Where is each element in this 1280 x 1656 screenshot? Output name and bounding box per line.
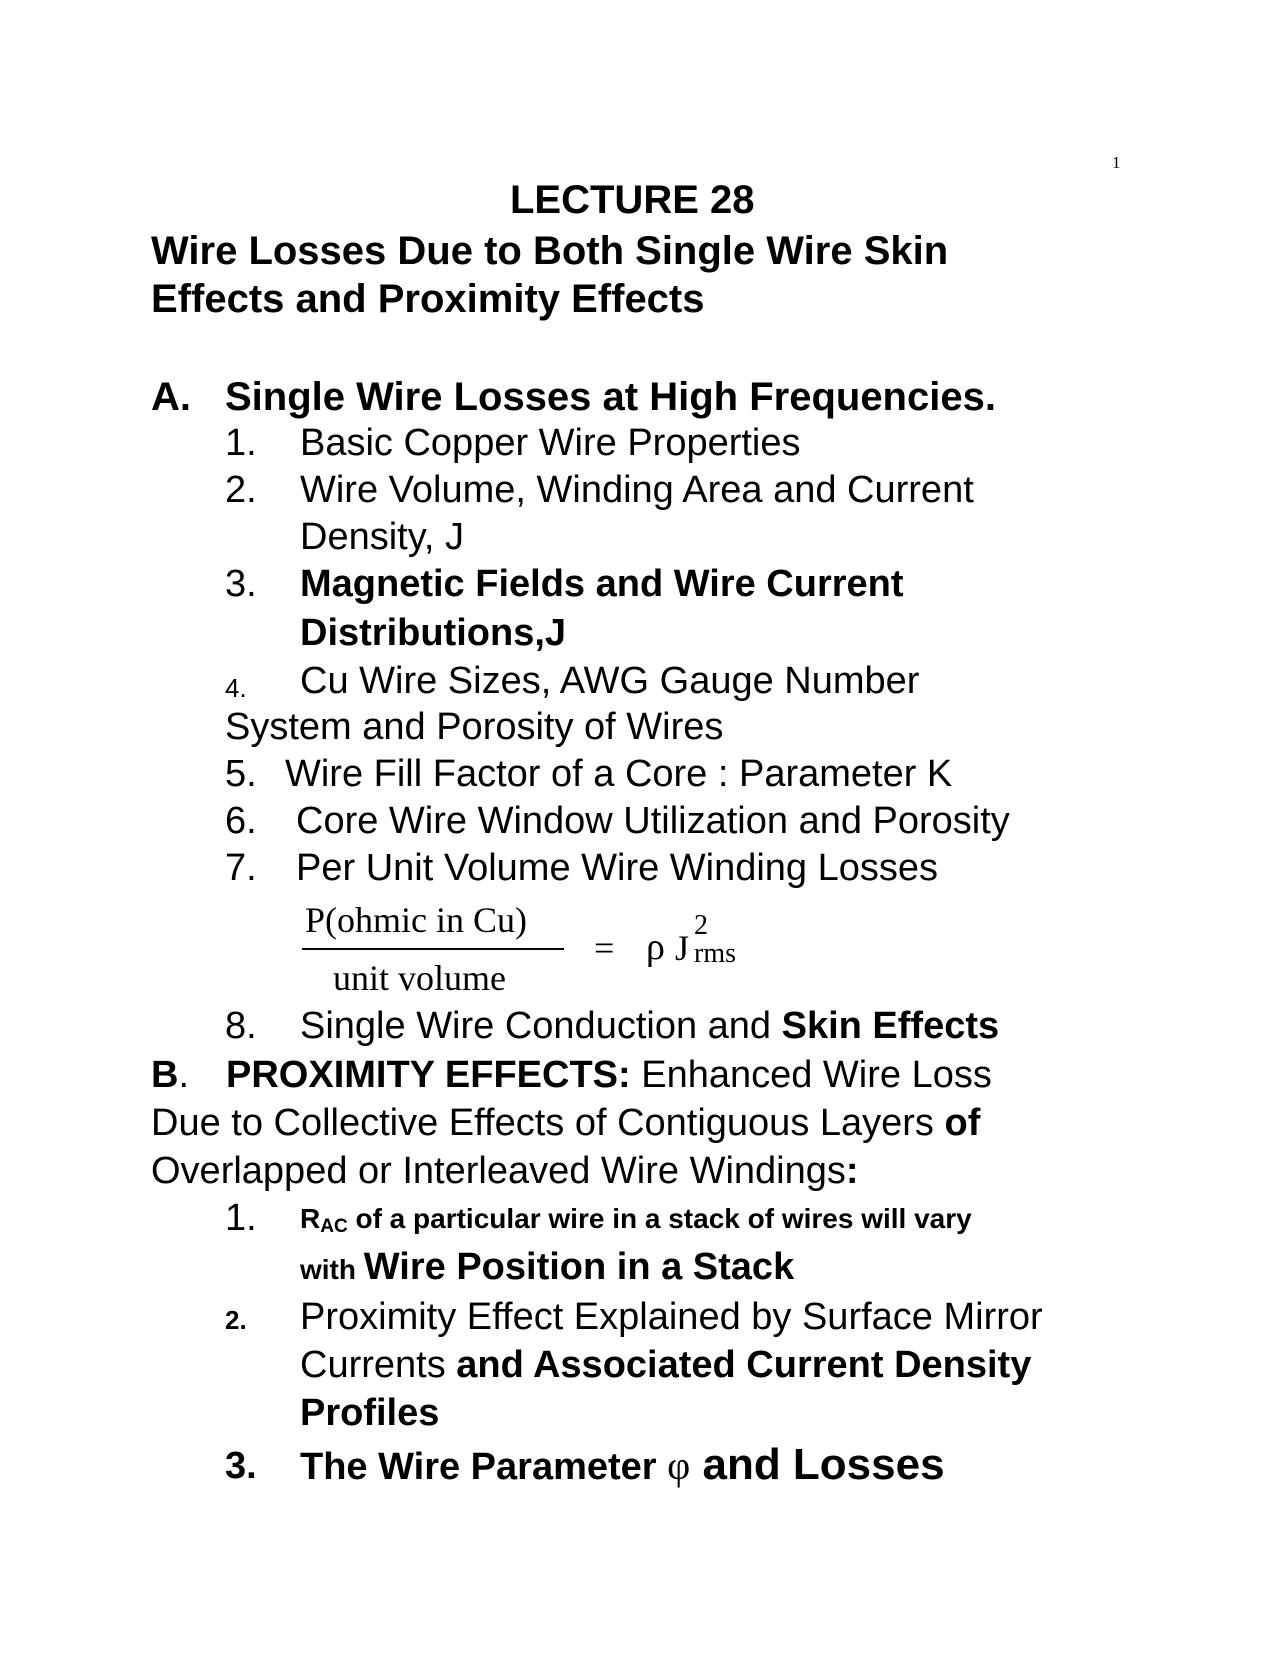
item-a1-number: 1. <box>225 422 257 464</box>
section-b-line-3: Overlapped or Interleaved Wire Windings: <box>151 1150 859 1192</box>
item-a6-text: Core Wire Window Utilization and Porosity <box>296 800 1010 842</box>
skin-effects-emphasis: Skin Effects <box>781 1005 1000 1047</box>
item-b2-text-cont: Currents and Associated Current Density <box>300 1344 1032 1386</box>
item-a4-text-cont: System and Porosity of Wires <box>225 706 724 748</box>
item-a8-number: 8. <box>225 1005 257 1047</box>
item-b3-number: 3. <box>225 1445 257 1487</box>
item-b1-text: RAC of a particular wire in a stack of wires will vary <box>300 1203 972 1237</box>
item-b1-text-cont: with Wire Position in a Stack <box>300 1246 795 1288</box>
formula-numerator: P(ohmic in Cu) <box>305 900 527 940</box>
item-b3-text: The Wire Parameter φ and Losses <box>300 1440 945 1489</box>
title-line-2: Effects and Proximity Effects <box>151 277 705 321</box>
item-a5-number: 5. <box>225 753 257 795</box>
formula-equals: = <box>594 928 615 968</box>
item-b2-number: 2. <box>225 1305 247 1335</box>
section-a-heading: Single Wire Losses at High Frequencies. <box>225 375 996 419</box>
section-b-heading: PROXIMITY EFFECTS: <box>226 1054 631 1096</box>
item-a4-text: Cu Wire Sizes, AWG Gauge Number <box>300 660 920 702</box>
item-a3-number: 3. <box>225 563 257 605</box>
formula-fraction-bar <box>302 948 564 950</box>
section-a-letter: A. <box>151 375 191 419</box>
item-a3-text: Magnetic Fields and Wire Current <box>300 563 904 605</box>
formula-superscript: 2 <box>694 910 708 941</box>
item-a5-text: Wire Fill Factor of a Core : Parameter K <box>285 753 953 795</box>
page-number: 1 <box>1112 153 1121 172</box>
item-a7-number: 7. <box>225 847 257 889</box>
item-a4-number: 4. <box>225 673 247 703</box>
item-a1-text: Basic Copper Wire Properties <box>300 422 801 464</box>
item-a3-text-cont: Distributions,J <box>300 612 567 654</box>
item-a2-number: 2. <box>225 469 257 511</box>
lecture-heading: LECTURE 28 <box>510 178 755 222</box>
item-a6-number: 6. <box>225 800 257 842</box>
item-a8-text: Single Wire Conduction and Skin Effects <box>300 1005 1000 1047</box>
item-b2-text: Proximity Effect Explained by Surface Mirror <box>300 1296 1043 1338</box>
phi-symbol: φ <box>667 1443 691 1488</box>
item-a2-text: Wire Volume, Winding Area and Current <box>300 469 974 511</box>
formula-rho: ρ <box>646 926 665 968</box>
section-b-letter: B. <box>151 1054 190 1096</box>
title-line-1: Wire Losses Due to Both Single Wire Skin <box>151 229 949 273</box>
section-b-line-1: PROXIMITY EFFECTS: Enhanced Wire Loss <box>226 1054 992 1096</box>
formula-j: J <box>675 928 690 968</box>
item-b2-text-end: Profiles <box>300 1392 440 1434</box>
formula-subscript: rms <box>694 938 736 969</box>
section-b-line-2: Due to Collective Effects of Contiguous Layers of <box>151 1102 981 1144</box>
item-b1-number: 1. <box>225 1197 257 1239</box>
item-a2-text-cont: Density, J <box>300 516 465 558</box>
item-a7-text: Per Unit Volume Wire Winding Losses <box>296 847 939 889</box>
formula-denominator: unit volume <box>333 958 506 998</box>
